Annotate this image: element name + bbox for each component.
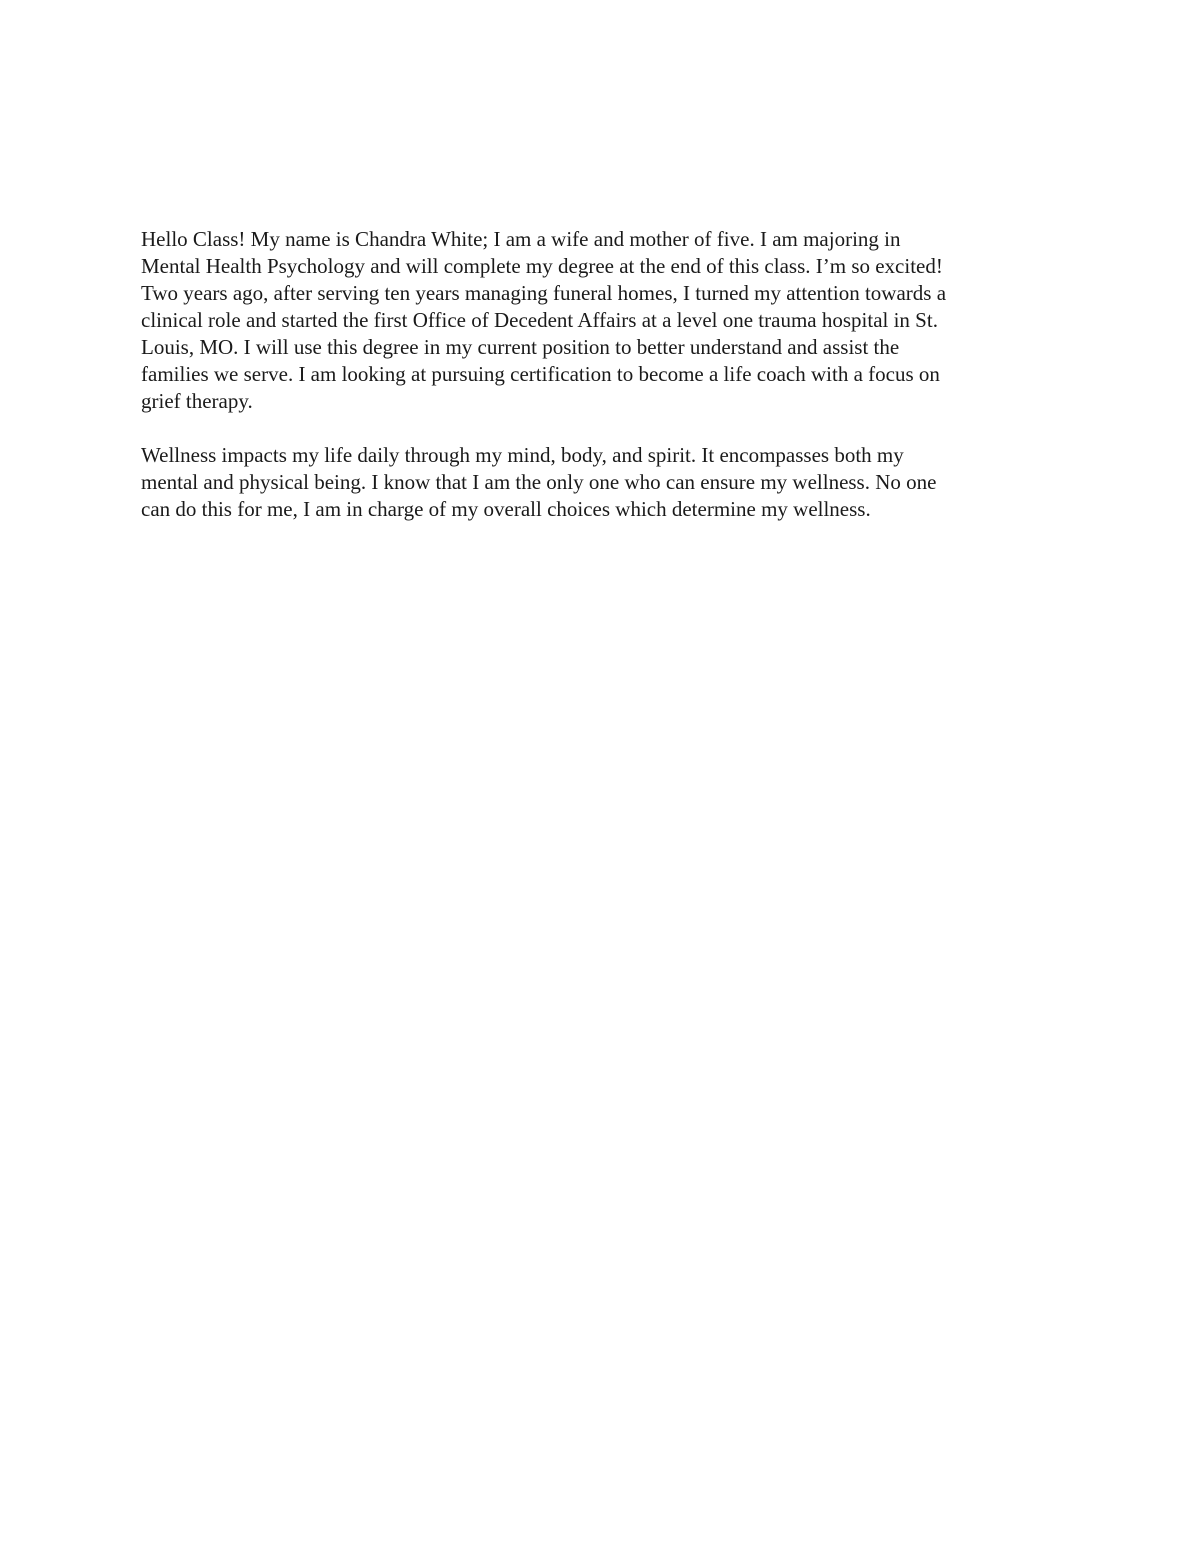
paragraph-wellness bbox=[141, 442, 1061, 523]
text-line: Two years ago, after serving ten years managing funeral homes, I turned my attention towards a bbox=[141, 281, 947, 305]
text-line: grief therapy. bbox=[141, 389, 253, 413]
text-line: can do this for me, I am in charge of my overall choices which determine my wellness. bbox=[141, 497, 871, 521]
paragraph-introduction bbox=[141, 226, 1061, 415]
text-line: Hello Class! My name is Chandra White; I am a wife and mother of five. I am majoring in bbox=[141, 227, 901, 251]
document-body bbox=[141, 226, 1061, 523]
text-line: Wellness impacts my life daily through my mind, body, and spirit. It encompasses both my bbox=[141, 443, 904, 467]
text-line: families we serve. I am looking at pursuing certification to become a life coach with a focus on bbox=[141, 362, 940, 386]
text-line: Mental Health Psychology and will complete my degree at the end of this class. I’m so excited! bbox=[141, 254, 943, 278]
text-line: clinical role and started the first Office of Decedent Affairs at a level one trauma hospital in St. bbox=[141, 308, 938, 332]
text-line: mental and physical being. I know that I am the only one who can ensure my wellness. No one bbox=[141, 470, 937, 494]
text-line: Louis, MO. I will use this degree in my current position to better understand and assist the bbox=[141, 335, 900, 359]
